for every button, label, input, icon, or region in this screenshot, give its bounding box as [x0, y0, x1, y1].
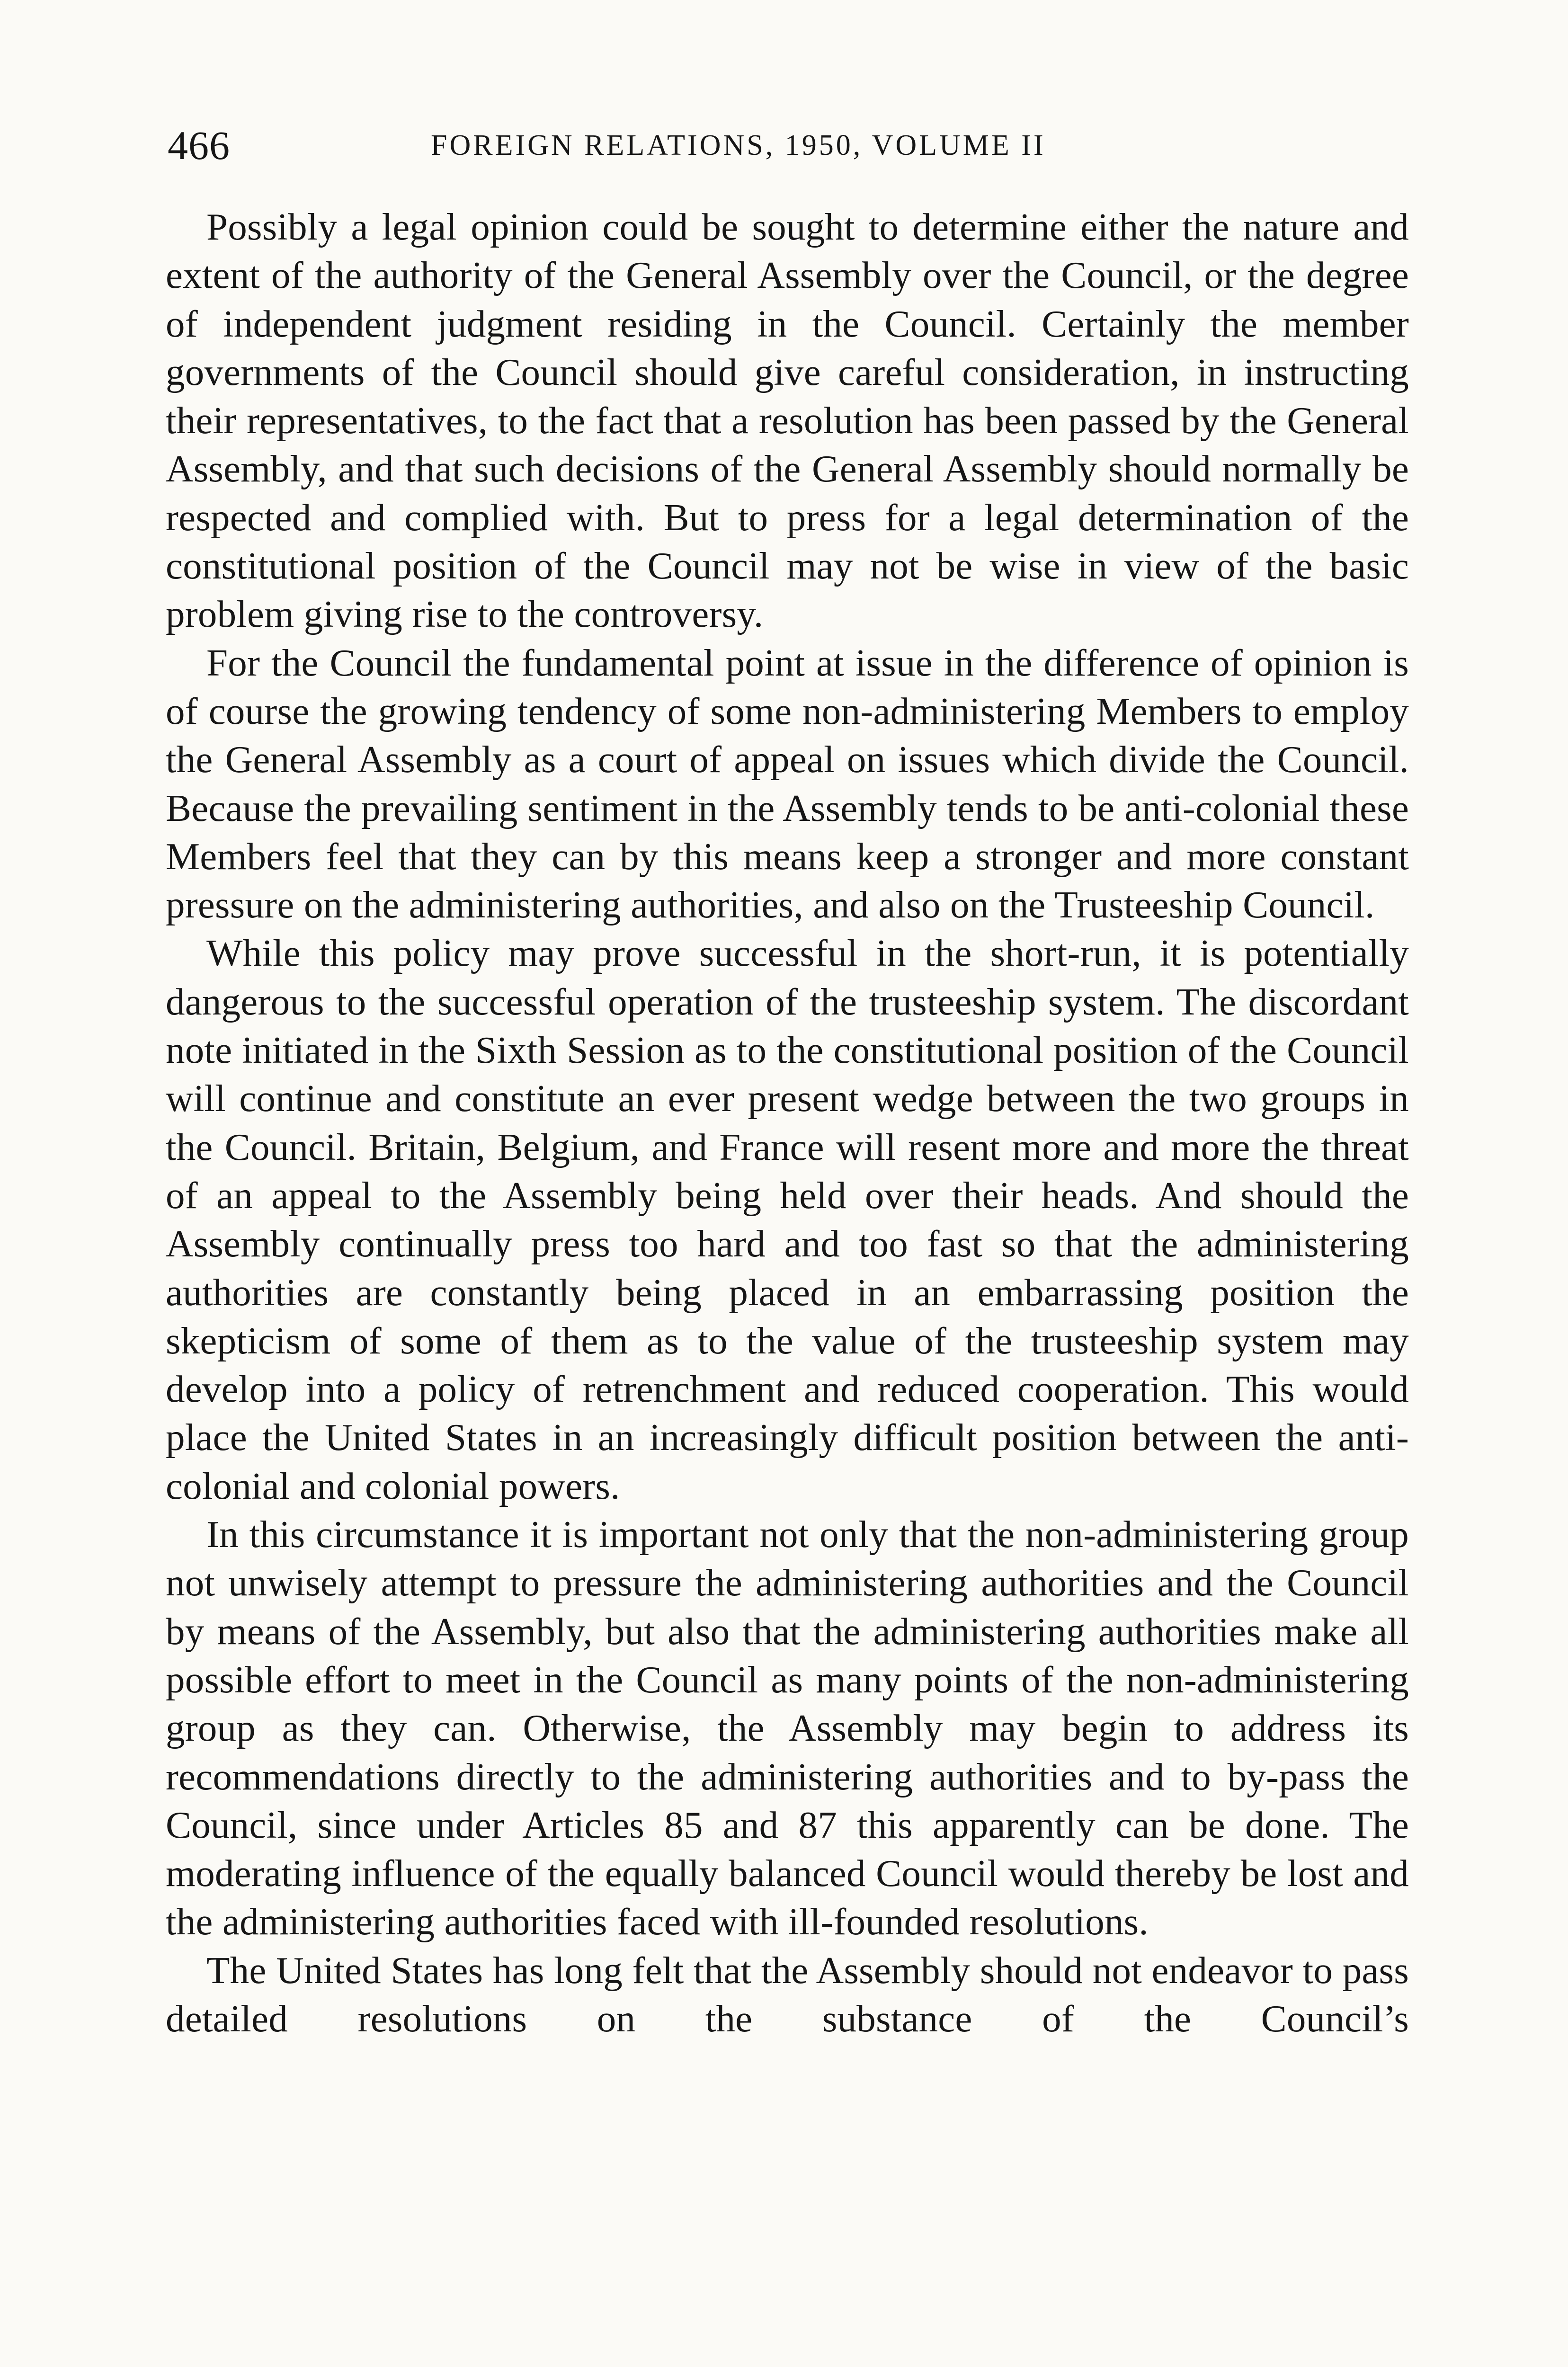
paragraph-council-fundamental-point: For the Council the fundamental point at issue in the difference of opinion is of course the growing tendency of some non-administering Members to employ the General Assembly as a court of appeal on issues which divide the Council. Because the prevailing sentiment in the Assembly tends to be anti-colonial these Members feel that they can by this means keep a stronger and more constant pressure on the administering authorities, and also on the Trusteeship Council. [166, 641, 1409, 926]
paragraph-united-states-position: The United States has long felt that the Assembly should not endeavor to pass detailed resolutions on the substance of the Council’s [166, 1949, 1409, 2040]
page-number: 466 [168, 123, 230, 168]
body-text [166, 203, 1409, 2043]
paragraph-circumstance: In this circumstance it is important not only that the non-administering group not unwisely attempt to pressure the administering authorities and the Council by means of the Assembly, but also that the administering authorities make all possible effort to meet in the Council as many points of the non-administering group as they can. Otherwise, the Assembly may begin to address its recommendations directly to the administering authorities and to by-pass the Council, since under Articles 85 and 87 this apparently can be done. The moderating influence of the equally balanced Council would thereby be lost and the administering authorities faced with ill-founded resolutions. [166, 1513, 1409, 1943]
running-title: FOREIGN RELATIONS, 1950, VOLUME II [431, 129, 1046, 161]
paragraph-policy-risk: While this policy may prove successful in the short-run, it is potentially dangerous to the successful operation of the trusteeship system. The discordant note initiated in the Sixth Session as to the constitutional position of the Council will continue and constitute an ever present wedge between the two groups in the Council. Britain, Belgium, and France will resent more and more the threat of an appeal to the Assembly being held over their heads. And should the Assembly continually press too hard and too fast so that the administering authorities are constantly being placed in an embarrassing position the skepticism of some of them as to the value of the trusteeship system may develop into a policy of retrenchment and reduced cooperation. This would place the United States in an increasingly difficult position between the anti-colonial and colonial powers. [166, 932, 1409, 1507]
paragraph-legal-opinion: Possibly a legal opinion could be sought to determine either the nature and extent of the authority of the General Assembly over the Council, or the degree of independent judgment residing in the Council. Certainly the member governments of the Council should give careful consideration, in instructing their representatives, to the fact that a resolution has been passed by the General Assembly, and that such decisions of the General Assembly should normally be respected and complied with. But to press for a legal determination of the constitutional position of the Council may not be wise in view of the basic problem giving rise to the controversy. [166, 205, 1409, 636]
running-head [166, 119, 1402, 171]
